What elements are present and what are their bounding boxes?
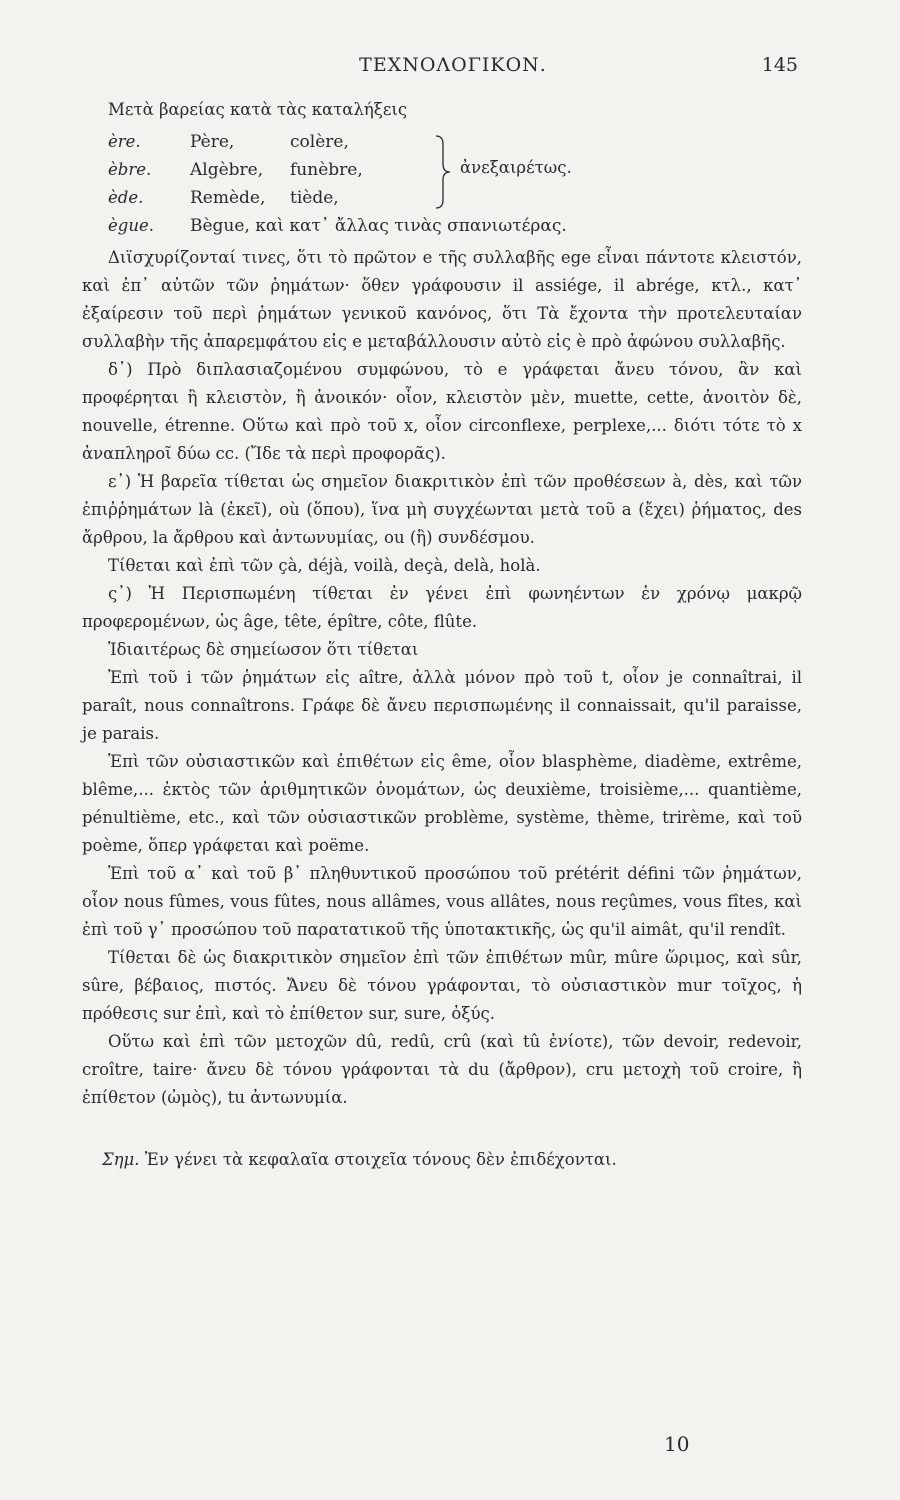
- ending-example: colère,: [290, 132, 349, 152]
- body-text: [82, 96, 802, 1174]
- signature-mark: 10: [664, 1432, 690, 1456]
- ending-suffix: ègue.: [108, 216, 154, 235]
- paragraph: Τίθεται καὶ ἐπὶ τῶν çà, déjà, voilà, deçà, delà, holà.: [108, 556, 541, 575]
- footnote-text: Ἐν γένει τὰ κεφαλαῖα στοιχεῖα τόνους δὲν ἐπιδέχονται.: [139, 1150, 617, 1169]
- ending-example: Bègue, καὶ κατ᾽ ἄλλας τινὰς σπανιωτέρας.: [190, 216, 567, 236]
- curly-brace-icon: [434, 134, 452, 210]
- ending-suffix: ère.: [108, 132, 141, 151]
- paragraph: Διϊσχυρίζονταί τινες, ὅτι τὸ πρῶτον e τῆς συλλαβῆς ege εἶναι πάντοτε κλειστόν, καὶ ἐπ᾽ αὐτῶν τῶν ῥημάτων· ὅθεν γράφουσιν il assiége, il abrége, κτλ., κατ᾽ ἐξαίρεσιν τοῦ περὶ ῥημάτων γενικοῦ κανόνος, ὅτι Τὰ ἔχοντα τὴν προτελευταίαν συλλαβὴν τῆς ἀπαρεμφάτου εἰς e μεταβάλλουσιν αὐτὸ εἰς è πρὸ ἀφώνου συλλαβῆς.: [82, 248, 802, 351]
- ending-suffix: ède.: [108, 188, 144, 207]
- ending-example: Remède,: [190, 188, 266, 208]
- paragraph: Ἐπὶ τοῦ i τῶν ῥημάτων εἰς aître, ἀλλὰ μόνον πρὸ τοῦ t, οἷον je connaîtrai, il paraît, nous connaîtrons. Γράφε δὲ ἄνευ περισπωμένης il connaissait, qu'il paraisse, je parais.: [82, 668, 802, 743]
- footnote: [102, 1146, 802, 1174]
- paragraph: ε᾽) Ἡ βαρεῖα τίθεται ὡς σημεῖον διακριτικὸν ἐπὶ τῶν προθέσεων à, dès, καὶ τῶν ἐπιῤῥημάτων là (ἐκεῖ), où (ὅπου), ἵνα μὴ συγχέωνται μετὰ τοῦ a (ἔχει) ῥήματος, des ἄρθρου, la ἄρθρου καὶ ἀντωνυμίας, ou (ἢ) συνδέσμου.: [82, 472, 802, 547]
- ending-example: Algèbre,: [190, 160, 264, 180]
- ending-suffix: èbre.: [108, 160, 152, 179]
- ending-example: funèbre,: [290, 160, 363, 180]
- paragraph: Τίθεται δὲ ὡς διακριτικὸν σημεῖον ἐπὶ τῶν ἐπιθέτων mûr, mûre ὥριμος, καὶ sûr, sûre, βέβαιος, πιστός. Ἄνευ δὲ τόνου γράφονται, τὸ οὐσιαστικὸν mur τοῖχος, ἡ πρόθεσις sur ἐπὶ, καὶ τὸ ἐπίθετον sur, sure, ὀξύς.: [82, 948, 802, 1023]
- running-title: ΤΕΧΝΟΛΟΓΙΚΟΝ.: [359, 54, 547, 76]
- paragraph: δ᾽) Πρὸ διπλασιαζομένου συμφώνου, τὸ e γράφεται ἄνευ τόνου, ἂν καὶ προφέρηται ἢ κλειστὸν, ἢ ἀνοικόν· οἷον, κλειστὸν μὲν, muette, cette, ἀνοιτὸν δὲ, nouvelle, étrenne. Οὕτω καὶ πρὸ τοῦ x, οἷον circonflexe, perplexe,... διότι τότε τὸ x ἀναπληροῖ δύω cc. (Ἴδε τὰ περὶ προφορᾶς).: [82, 360, 802, 463]
- page-number: 145: [761, 54, 798, 76]
- paragraph: Ἐπὶ τῶν οὐσιαστικῶν καὶ ἐπιθέτων εἰς ême, οἷον blasphème, diadème, extrême, blême,... ἐκτὸς τῶν ἀριθμητικῶν ὀνομάτων, ὡς deuxième, troisième,... quantième, pénultième, etc., καὶ τῶν οὐσιαστικῶν problème, système, thème, trirème, καὶ τοῦ poème, ὅπερ γράφεται καὶ poëme.: [82, 752, 802, 855]
- paragraph: Ἰδιαιτέρως δὲ σημείωσον ὅτι τίθεται: [108, 640, 419, 659]
- paragraph: ς᾽) Ἡ Περισπωμένη τίθεται ἐν γένει ἐπὶ φωνηέντων ἐν χρόνῳ μακρῷ προφερομένων, ὡς âge, tête, épître, côte, flûte.: [82, 584, 802, 631]
- intro-heading: Μετὰ βαρείας κατὰ τὰς καταλήξεις: [108, 100, 408, 119]
- paragraph: Οὕτω καὶ ἐπὶ τῶν μετοχῶν dû, redû, crû (καὶ tû ἐνίοτε), τῶν devoir, redevoir, croître, taire· ἄνευ δὲ τόνου γράφονται τὰ du (ἄρθρον), cru μετοχὴ τοῦ croire, ἢ ἐπίθετον (ὠμὸς), tu ἀντωνυμία.: [82, 1032, 802, 1107]
- brace-label: ἀνεξαιρέτως.: [460, 158, 572, 177]
- paragraph: Ἐπὶ τοῦ α᾽ καὶ τοῦ β᾽ πληθυντικοῦ προσώπου τοῦ prétérit défini τῶν ῥημάτων, οἷον nous fûmes, vous fûtes, nous allâmes, vous allâtes, nous reçûmes, vous fîtes, καὶ ἐπὶ τοῦ γ᾽ προσώπου τοῦ παρατατικοῦ τῆς ὑποτακτικῆς, ὡς qu'il aimât, qu'il rendît.: [82, 864, 802, 939]
- ending-example: Père,: [190, 132, 235, 152]
- footnote-label: Σημ.: [102, 1150, 140, 1169]
- endings-table: [108, 128, 802, 240]
- ending-example: tiède,: [290, 188, 339, 208]
- running-header: [108, 54, 798, 82]
